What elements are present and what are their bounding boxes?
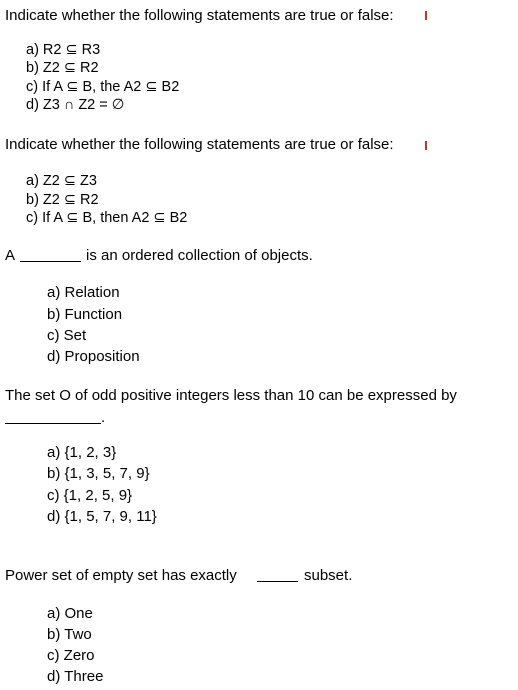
question-1-text: Indicate whether the following statements are true or false: [5,7,394,24]
q5-option-c: c) Zero [47,647,95,664]
q1-option-c: c) If A ⊆ B, the A2 ⊆ B2 [26,79,180,95]
q4-option-a: a) {1, 2, 3} [47,444,117,461]
cursor-mark [425,11,427,20]
q2-option-b: b) Z2 ⊆ R2 [26,192,99,208]
q1-option-b: b) Z2 ⊆ R2 [26,60,99,76]
q4-option-b: b) {1, 3, 5, 7, 9} [47,465,150,482]
q3-option-b: b) Function [47,306,123,323]
answer-blank [257,581,298,582]
q2-option-c: c) If A ⊆ B, then A2 ⊆ B2 [26,210,188,226]
question-4-text: The set O of odd positive integers less than 10 can be expressed by [5,387,457,404]
question-4-period: . [101,409,106,426]
q1-option-d: d) Z3 ∩ Z2 = ∅ [26,97,125,113]
question-2-text: Indicate whether the following statements are true or false: [5,136,394,153]
q3-option-d: d) Proposition [47,348,140,365]
q4-option-d: d) {1, 5, 7, 9, 11} [47,508,157,525]
question-5-prefix: Power set of empty set has exactly [5,567,237,584]
question-3-prefix: A [5,247,16,264]
q5-option-a: a) One [47,605,93,622]
q2-option-a: a) Z2 ⊆ Z3 [26,173,97,189]
q5-option-b: b) Two [47,626,92,643]
q3-option-c: c) Set [47,327,87,344]
q3-option-a: a) Relation [47,284,120,301]
question-3-suffix: is an ordered collection of objects. [86,247,313,264]
answer-blank [5,423,101,424]
cursor-mark [425,141,427,150]
question-5-suffix: subset. [304,567,353,584]
q4-option-c: c) {1, 2, 5, 9} [47,487,133,504]
q5-option-d: d) Three [47,668,104,685]
q1-option-a: a) R2 ⊆ R3 [26,42,101,58]
answer-blank [20,261,81,262]
